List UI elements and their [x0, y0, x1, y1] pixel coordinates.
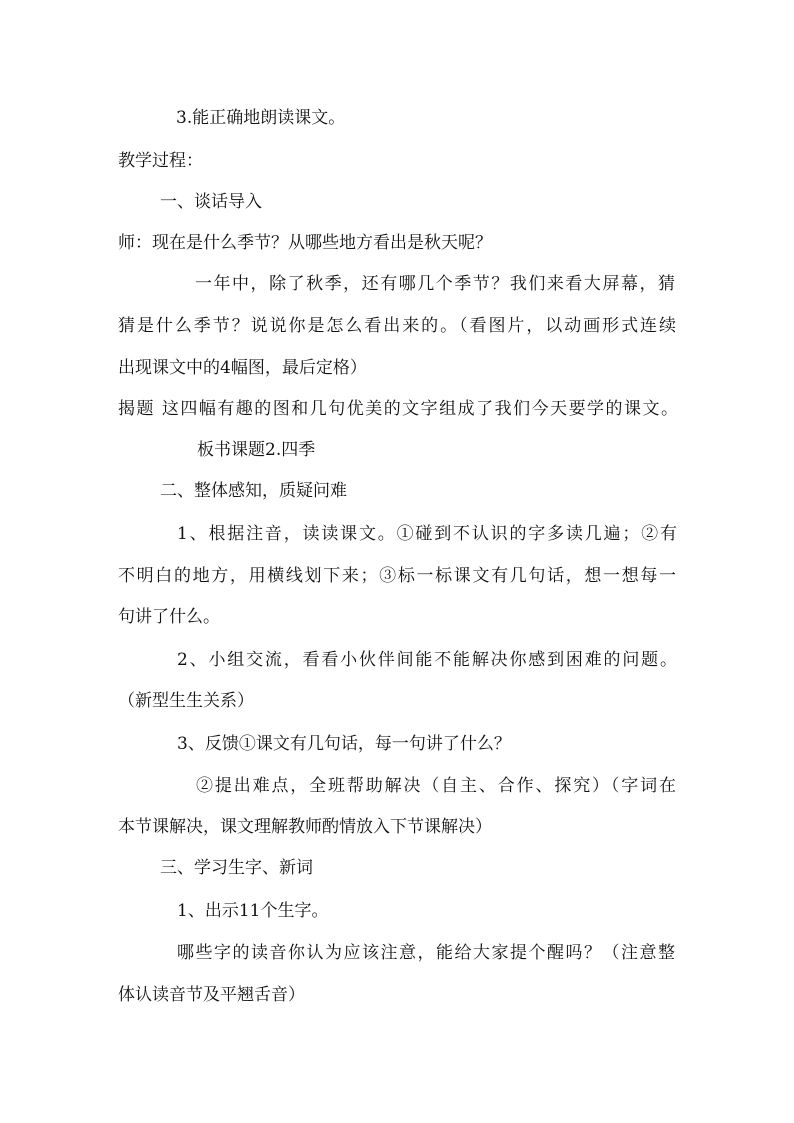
- step-1-line: 不明白的地方，用横线划下来；③标一标课文有几句话，想一想每一: [118, 566, 676, 586]
- paragraph-line: 出现课文中的4幅图，最后定格）: [118, 358, 367, 378]
- paragraph-line: 哪些字的读音你认为应该注意，能给大家提个醒吗？（注意整: [177, 943, 675, 963]
- heading-teaching-process: 教学过程：: [118, 151, 203, 171]
- objective-line-3: 3.能正确地朗读课文。: [176, 108, 346, 128]
- paragraph-line: 猜是什么季节？说说你是怎么看出来的。（看图片，以动画形式连续: [118, 316, 676, 336]
- step-3-line: 本节课解决，课文理解教师酌情放入下节课解决）: [118, 817, 492, 837]
- section-heading-2: 二、整体感知，质疑问难: [160, 481, 347, 501]
- section-heading-3: 三、学习生字、新词: [160, 858, 313, 878]
- step-1-line: 1、根据注音，读读课文。①碰到不认识的字多读几遍；②有: [177, 524, 677, 544]
- section-heading-1: 一、谈话导入: [160, 192, 262, 212]
- paragraph-line: 一年中，除了秋季，还有哪几个季节？我们来看大屏幕，猜: [195, 274, 675, 294]
- teacher-question: 师：现在是什么季节？从哪些地方看出是秋天呢？: [118, 233, 492, 253]
- board-title-line: 板书课题2.四季: [197, 440, 316, 460]
- step-3-line: ②提出难点，全班帮助解决（自主、合作、探究）（字词在: [196, 776, 676, 796]
- step-3-line: 3、反馈①课文有几句话，每一句讲了什么？: [177, 734, 511, 754]
- step-1-line: 1、出示11个生字。: [177, 901, 329, 921]
- step-2-line: （新型生生关系）: [118, 691, 254, 711]
- reveal-topic-line: 揭题 这四幅有趣的图和几句优美的文字组成了我们今天要学的课文。: [118, 399, 678, 419]
- paragraph-line: 体认读音节及平翘舌音）: [118, 985, 305, 1005]
- step-1-line: 句讲了什么。: [118, 607, 220, 627]
- step-2-line: 2、小组交流，看看小伙伴间能不能解决你感到困难的问题。: [177, 650, 677, 670]
